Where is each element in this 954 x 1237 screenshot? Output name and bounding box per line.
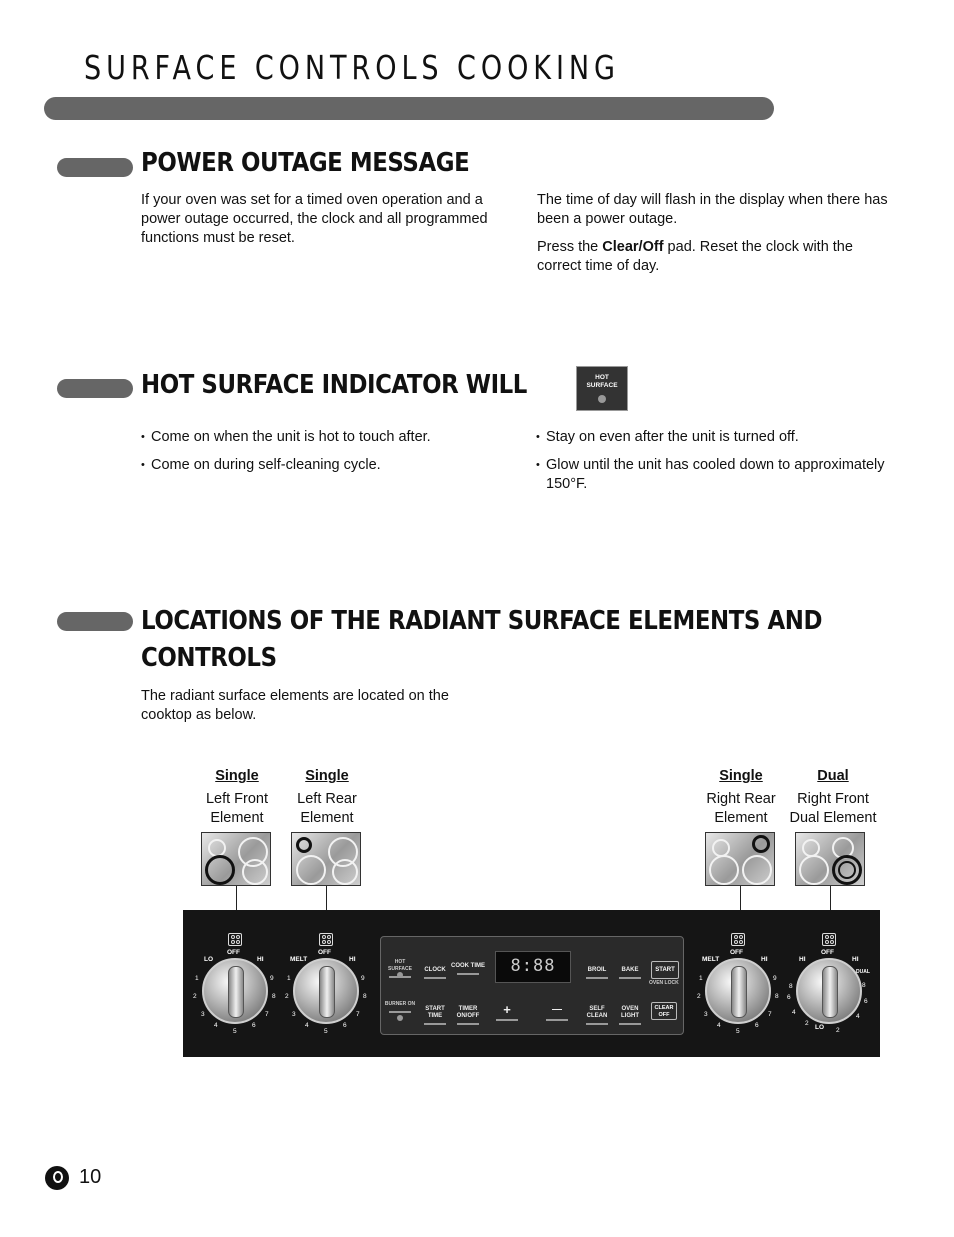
knob-label: HI xyxy=(852,956,859,963)
element-icon xyxy=(731,933,745,946)
knob-label: OFF xyxy=(730,949,743,956)
outage-text-1: If your oven was set for a timed oven operation and a power outage occurred, the clock and all programmed functions must be reset. xyxy=(141,192,488,246)
element-caption: Single Left Rear Element xyxy=(297,768,357,826)
oven-lock-label: OVEN LOCK xyxy=(649,980,679,986)
heading-hot-surface: HOT SURFACE INDICATOR WILL xyxy=(141,370,527,400)
knob-label: LO xyxy=(815,1024,825,1031)
right-rear-knob[interactable] xyxy=(705,958,771,1024)
bullet-item: • Glow until the unit has cooled down to approximately 150°F. xyxy=(536,456,886,494)
self-clean-button[interactable]: SELF CLEAN xyxy=(580,1006,614,1025)
broil-button[interactable]: BROIL xyxy=(580,967,614,979)
lg-logo xyxy=(45,1166,69,1190)
bullet-item: • Come on during self-cleaning cycle. xyxy=(141,456,531,475)
knob-label: OFF xyxy=(821,949,834,956)
right-front-knob[interactable] xyxy=(796,958,862,1024)
bake-button[interactable]: BAKE xyxy=(613,967,647,979)
timer-onoff-button[interactable]: TIMER ON/OFF xyxy=(451,1006,485,1025)
bullet-item: • Come on when the unit is hot to touch after. xyxy=(141,428,531,447)
knob-label: MELT xyxy=(702,956,720,963)
element-caption: Single Right Rear Element xyxy=(706,768,776,826)
knob-label: HI xyxy=(257,956,264,963)
cooktop-left-rear-diagram xyxy=(291,832,361,886)
knob-label: LO xyxy=(204,956,214,963)
knob-label: HI xyxy=(349,956,356,963)
outage-text-3: Press the Clear/Off pad. Reset the clock with the correct time of day. xyxy=(537,239,853,274)
element-icon xyxy=(228,933,242,946)
locations-intro: The radiant surface elements are located on the cooktop as below. xyxy=(141,688,449,723)
clear-off-button[interactable]: CLEAR OFF xyxy=(651,1002,677,1020)
left-front-knob[interactable] xyxy=(202,958,268,1024)
knob-label: OFF xyxy=(227,949,240,956)
minus-button[interactable]: — xyxy=(540,1003,574,1021)
hot-surface-indicator-icon: HOT SURFACE xyxy=(576,366,628,411)
outage-text-2: The time of day will flash in the display when there has been a power outage. xyxy=(537,192,888,227)
page-number: 10 xyxy=(79,1166,102,1188)
knob-label: OFF xyxy=(318,949,331,956)
clock-button[interactable]: CLOCK xyxy=(418,967,452,979)
title-bar xyxy=(44,97,774,120)
plus-button[interactable]: + xyxy=(490,1003,524,1021)
start-button[interactable]: START xyxy=(651,961,679,979)
knob-label: MELT xyxy=(290,956,308,963)
control-panel: OFF LO HI 1 2 3 4 5 6 7 8 9 OFF MELT HI 1 2 3 4 5 6 7 8 9 OFF MELT HI 1 2 3 4 5 6 7 8 9 OFF HI HI DUAL LO 8 6 4 2 2 4 6 8 xyxy=(183,910,880,1057)
hot-surface-label: HOT SURFACE xyxy=(383,959,417,978)
oven-light-button[interactable]: OVEN LIGHT xyxy=(613,1006,647,1025)
knob-label: DUAL xyxy=(856,969,870,975)
burner-on-light xyxy=(397,1015,403,1021)
section-marker xyxy=(57,158,133,177)
burner-on-label: BURNER ON xyxy=(383,1001,417,1013)
cooktop-left-front-diagram xyxy=(201,832,271,886)
section-marker xyxy=(57,379,133,398)
cooktop-right-rear-diagram xyxy=(705,832,775,886)
page-title: SURFACE CONTROLS COOKING xyxy=(84,48,620,87)
clear-off-term: Clear/Off xyxy=(602,239,664,255)
element-icon xyxy=(319,933,333,946)
hot-surface-light xyxy=(397,972,403,978)
start-time-button[interactable]: START TIME xyxy=(418,1006,452,1025)
display-screen: 8:88 xyxy=(495,951,571,983)
element-caption: Single Left Front Element xyxy=(205,768,269,826)
knob-label: HI xyxy=(761,956,768,963)
cook-time-button[interactable]: COOK TIME xyxy=(451,963,485,975)
left-rear-knob[interactable] xyxy=(293,958,359,1024)
cooktop-right-front-diagram xyxy=(795,832,865,886)
section-marker xyxy=(57,612,133,631)
element-caption: Dual Right Front Dual Element xyxy=(789,768,877,826)
heading-power-outage: POWER OUTAGE MESSAGE xyxy=(141,148,470,178)
oven-control-pad xyxy=(380,936,684,1035)
heading-locations: LOCATIONS OF THE RADIANT SURFACE ELEMENTS AND CONTROLS xyxy=(141,606,823,673)
element-icon xyxy=(822,933,836,946)
bullet-item: • Stay on even after the unit is turned off. xyxy=(536,428,886,447)
knob-label: HI xyxy=(799,956,806,963)
